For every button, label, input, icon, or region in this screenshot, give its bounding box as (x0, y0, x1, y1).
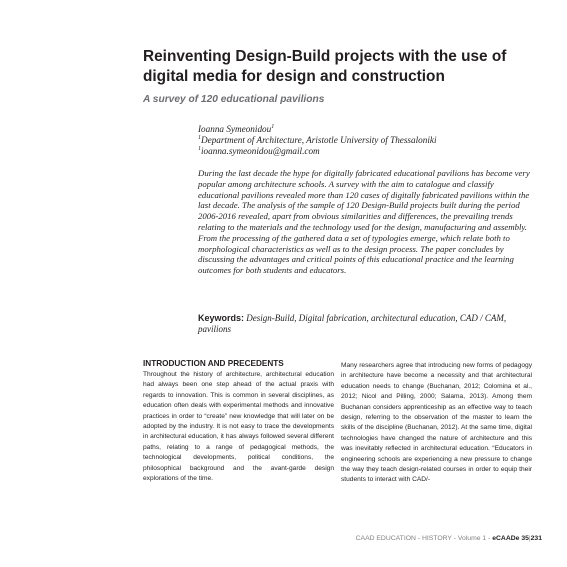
right-column-text: Many researchers agree that introducing new forms of pedagogy in architecture have become a necessity and that architectural education needs to change (Buchanan, 2012; Colomina et al., 2012; Nicol and Pilling, 2000; Salama, 2013). Among them Buchanan considers apprenticeship as an effective way to teach design, referring to the observation of the master to learn the skills of the discipline (Buchanan, 2012). At the same time, digital technologies have changed the nature of architecture and this was inevitably reflected in architectural education. “Educators in engineering schools are experiencing a new pressure to change the way they teach design-related courses in order to equip their students to interact with CAD/- (341, 362, 532, 484)
footer-track: CAAD EDUCATION - HISTORY - Volume 1 - (355, 535, 491, 542)
email-marker: 1 (198, 146, 201, 153)
paper-subtitle: A survey of 120 educational pavilions (143, 94, 325, 105)
author-email-line (198, 146, 538, 157)
author-affiliation: Department of Architecture, Aristotle University of Thessaloniki (201, 135, 437, 146)
keywords-label: Keywords: (198, 313, 245, 323)
author-affiliation-line (198, 135, 538, 146)
keywords (198, 313, 528, 335)
author-email[interactable]: ioanna.symeonidou@gmail.com (201, 146, 320, 157)
author-block (198, 124, 538, 158)
footer-separator: | (528, 535, 531, 542)
right-column (341, 361, 532, 486)
abstract: During the last decade the hype for digitally fabricated educational pavilions has become very popular among architecture schools. A survey with the aim to catalogue and classify educational pavilions revealed more than 120 cases of digitally fabricated pavilions within the last decade. The analysis of the sample of 120 Design-Build projects built during the period 2006-2016 revealed, apart from obvious similarities and differences, the prevailing trends relating to the materials and the technology used for the design, manufacturing and assembly. From the processing of the gathered data a set of typologies emerge, which relate both to morphological characteristics as well as to the design process. The paper concludes by discussing the advantages and critical points of this educational practice and the learning outcomes for both students and educators. (198, 168, 530, 276)
author-name: Ioanna Symeonidou (198, 124, 272, 134)
section-heading: INTRODUCTION AND PRECEDENTS (143, 359, 284, 368)
page-number: 231 (530, 535, 542, 542)
author-marker: 1 (271, 123, 275, 130)
paper-title: Reinventing Design-Build projects with the use of digital media for design and construction (143, 48, 507, 85)
footer-journal: eCAADe 35 (492, 535, 529, 542)
affiliation-marker: 1 (198, 135, 201, 142)
page-footer (300, 535, 542, 542)
left-column-text: Throughout the history of architecture, architectural education had always been one step ahead of the actual praxis with regards to innovation. This is common in several disciplines, as education often deals with experimental methods and innovative practices in order to “create” new knowledge that will later on be adopted by the industry. It is not easy to trace the developments in architectural education, it has always followed several different paths, relating to a range of pedagogical methods, the technological developments, political conditions, the philosophical background and the avant-garde design explorations of the time. (143, 371, 334, 483)
keywords-text: Design-Build, Digital fabrication, architectural education, CAD / CAM, pavilions (198, 313, 507, 335)
left-column (143, 358, 334, 484)
author-name-line (198, 124, 538, 135)
